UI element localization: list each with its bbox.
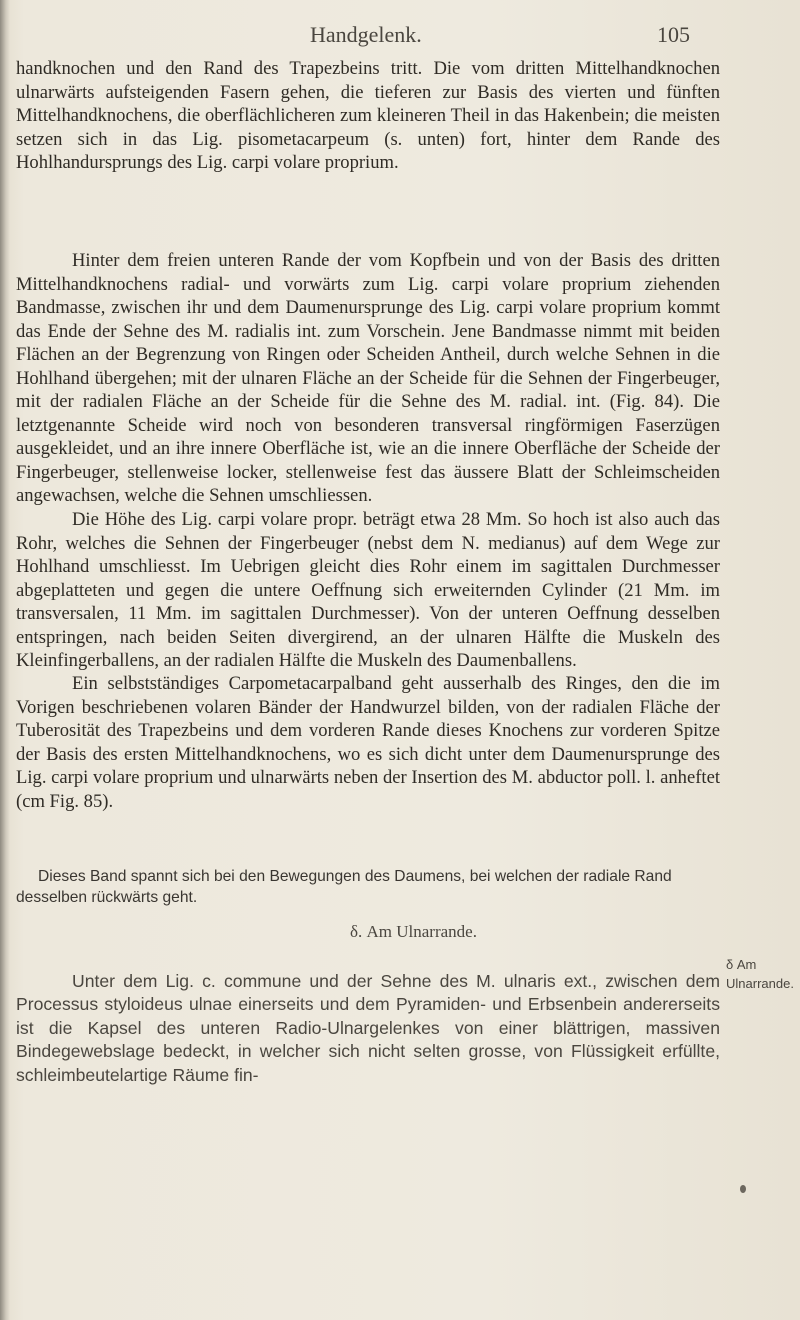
paragraph-2-text: Hinter dem freien unteren Rande der vom Kopfbein und von der Basis des dritten Mittelhandknochens radial- und vorwärts zum Lig. carpi volare proprium ziehenden Bandmasse, zwischen ihr und dem Daumenursprunge des Lig. carpi volare proprium kommt das Ende der Sehne des M. radialis int. zum Vorschein. Jene Bandmasse nimmt mit beiden Flächen an der Begrenzung von Ringen oder Scheiden Antheil, durch welche Sehnen in die Hohlhand übergehen; mit der ulnaren Fläche an der Scheide für die Sehnen der Fingerbeuger, mit der radialen Fläche an der Scheide für die Sehne des M. radial. int. (Fig. 84). Die letztgenannte Scheide wird noch von besonderen transversal ringförmigen Faserzügen ausgekleidet, und an ihre innere Oberfläche ist, wie an die innere Oberfläche der Scheide der Fingerbeuger, stellenweise locker, stellenweise fest das äussere Blatt der Schleimscheiden angewachsen, welche die Sehnen umschliessen. xyxy=(16,250,720,506)
page-number: 105 xyxy=(657,22,690,47)
paragraph-1-text: handknochen und den Rand des Trapezbeins tritt. Die vom dritten Mittelhandknochen ulnarwärts aufsteigenden Fasern gehen, die tieferen zur Basis des vierten und fünften Mittelhandknochens, die oberflächlicheren zum kleineren Theil in das Hakenbein; die meisten setzen sich in das Lig. pisometacarpeum (s. unten) fort, hinter dem Rande des Hohlhandursprungs des Lig. carpi volare proprium. xyxy=(16,58,720,173)
small-print-note: Dieses Band spannt sich bei den Bewegungen des Daumens, bei welchen der radiale Rand desselben rückwärts geht. xyxy=(16,868,672,906)
margin-note: δ Am Ulnarrande. xyxy=(726,957,794,991)
paragraph-4-text: Ein selbstständiges Carpometacarpalband geht ausserhalb des Ringes, den die im Vorigen beschriebenen volaren Bänder der Handwurzel bilden, von der radialen Fläche der Tuberosität des Trapezbeins und dem vorderen Rande dieses Knochens zur vorderen Spitze der Basis des ersten Mittelhandknochens, wo es sich dicht unter dem Daumenursprunge des Lig. carpi volare proprium und ulnarwärts neben der Insertion des M. abductor poll. l. anheftet (cm Fig. 85). xyxy=(16,673,720,812)
paragraph-3 xyxy=(16,508,720,673)
final-paragraph-text: Unter dem Lig. c. commune und der Sehne des M. ulnaris ext., zwischen dem Processus styloideus ulnae einerseits und dem Pyramiden- und Erbsenbein andererseits ist die Kapsel des unteren Radio-Ulnargelenkes von einer blättrigen, massiven Bindegewebslage bedeckt, in welcher sich nicht selten grosse, von Flüssigkeit erfüllte, schleimbeutelartige Räume fin- xyxy=(16,970,720,1085)
paragraph-4 xyxy=(16,672,720,813)
running-header xyxy=(310,22,690,58)
paragraph-1 xyxy=(16,57,720,175)
page-gutter-shadow xyxy=(0,0,10,1320)
section-heading: δ. Am Ulnarrande. xyxy=(350,922,477,941)
paragraph-2 xyxy=(16,249,720,508)
running-title: Handgelenk. xyxy=(310,22,422,47)
ink-mark xyxy=(740,1185,746,1193)
final-paragraph xyxy=(16,952,720,1105)
paragraph-3-text: Die Höhe des Lig. carpi volare propr. beträgt etwa 28 Mm. So hoch ist also auch das Rohr, welches die Sehnen der Fingerbeuger (nebst dem N. medianus) auf dem Wege zur Hohlhand umschliesst. Im Uebrigen gleicht dies Rohr einem im sagittalen Durchmesser abgeplatteten und gegen die untere Oeffnung sich erweiternden Cylinder (21 Mm. im transversalen, 11 Mm. im sagittalen Durchmesser). Von der unteren Oeffnung desselben entspringen, nach beiden Seiten divergirend, an der ulnaren Hälfte die Muskeln des Kleinfingerballens, an der radialen Hälfte die Muskeln des Daumenballens. xyxy=(16,509,720,671)
